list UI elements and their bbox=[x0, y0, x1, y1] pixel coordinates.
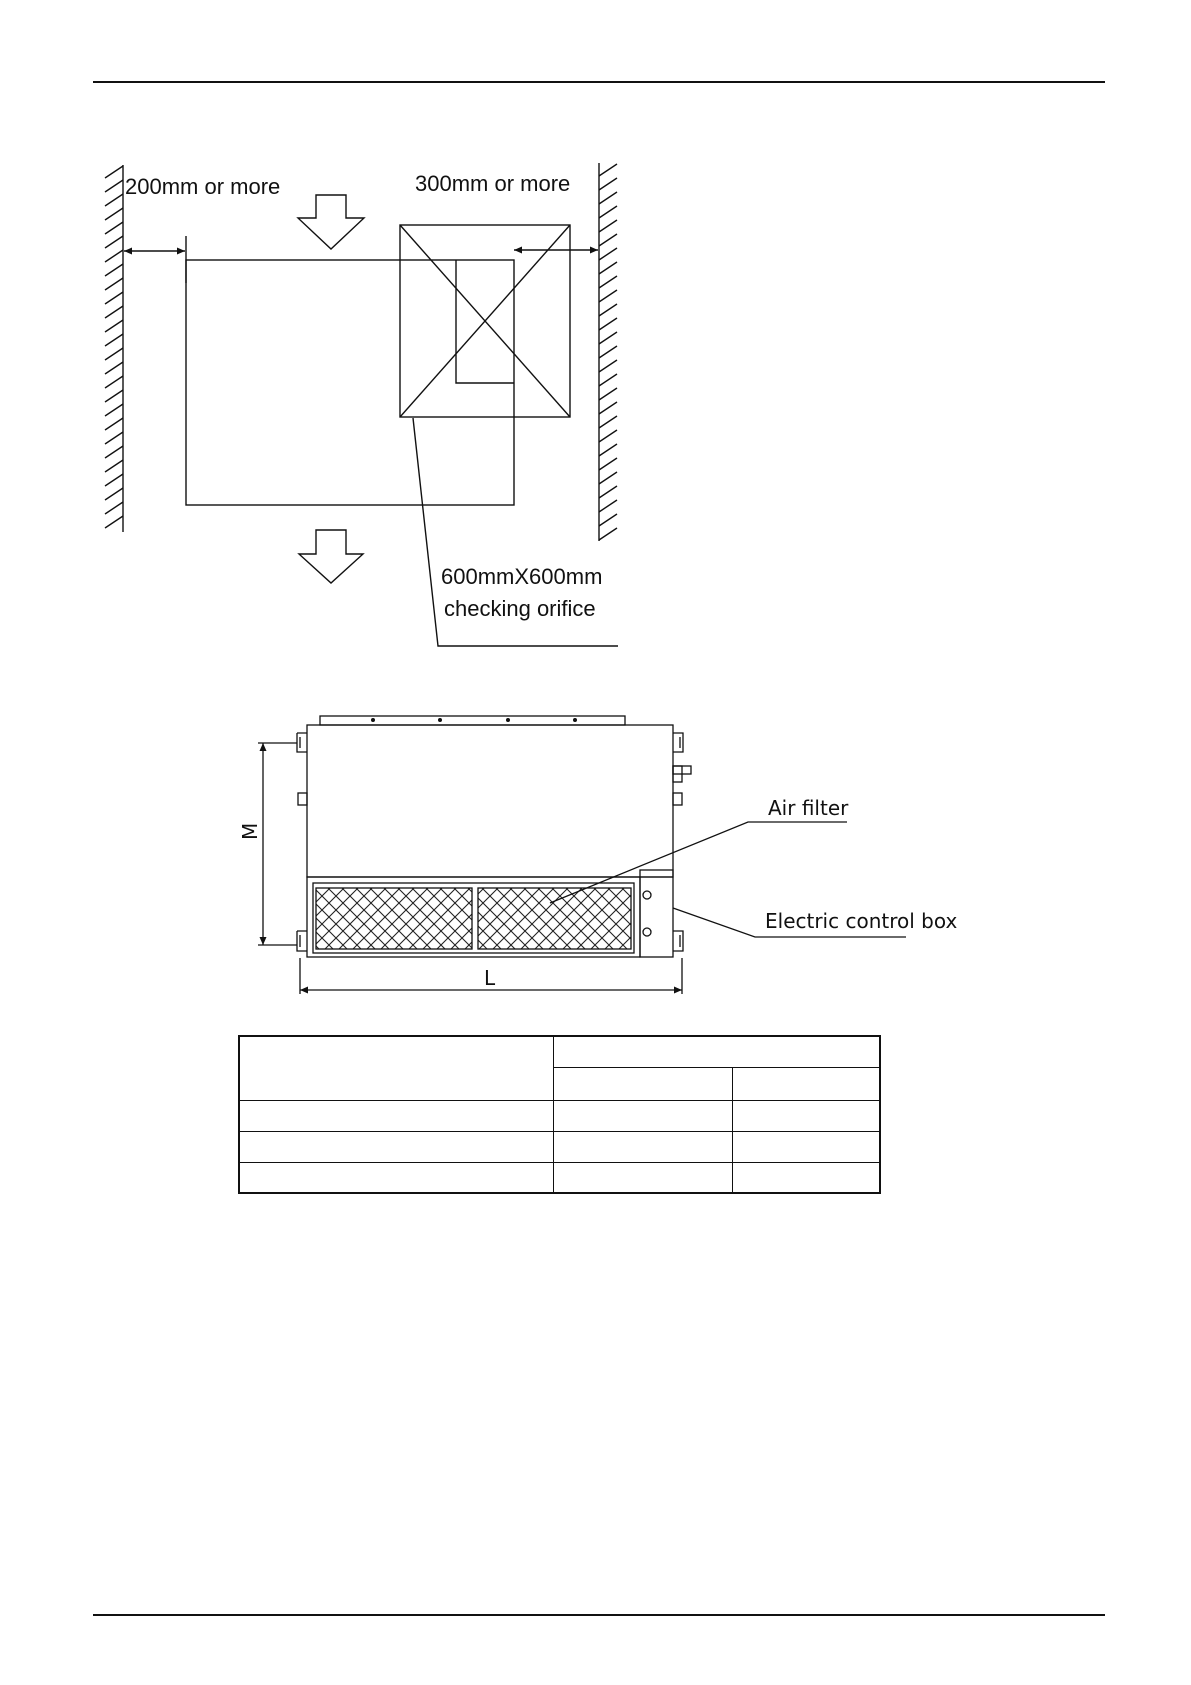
table-row bbox=[239, 1100, 880, 1131]
left-clearance-label: 200mm or more bbox=[125, 174, 281, 199]
table-cell bbox=[239, 1162, 554, 1193]
filter-panel-left bbox=[316, 888, 472, 949]
orifice-size-label: 600mmX600mm bbox=[441, 564, 603, 589]
table-cell bbox=[733, 1162, 881, 1193]
table-row bbox=[239, 1162, 880, 1193]
right-clearance-label: 300mm or more bbox=[415, 171, 571, 196]
dim-m-label: M bbox=[238, 822, 262, 840]
table-cell bbox=[554, 1131, 733, 1162]
air-filter-label: Air filter bbox=[768, 796, 849, 820]
table-cell bbox=[733, 1100, 881, 1131]
table-cell bbox=[554, 1100, 733, 1131]
table-cell bbox=[239, 1131, 554, 1162]
table-cell bbox=[239, 1100, 554, 1131]
top-flange bbox=[320, 716, 625, 725]
filter-panel-right bbox=[478, 888, 631, 949]
control-box-label: Electric control box bbox=[765, 909, 958, 933]
table-header-cell bbox=[733, 1067, 881, 1100]
orifice-name-label: checking orifice bbox=[444, 596, 596, 621]
bracket-bottom-right bbox=[673, 931, 683, 951]
table-row bbox=[239, 1131, 880, 1162]
table-header-cell bbox=[554, 1067, 733, 1100]
electric-control-box bbox=[640, 870, 673, 957]
bracket-top-right bbox=[673, 733, 683, 752]
dim-l-label: L bbox=[484, 966, 496, 990]
table-cell bbox=[733, 1131, 881, 1162]
dimension-table bbox=[238, 1035, 881, 1194]
bracket-bottom-left bbox=[297, 931, 307, 951]
footer-rule bbox=[93, 1614, 1105, 1616]
unit-body bbox=[307, 725, 673, 877]
table-cell bbox=[554, 1162, 733, 1193]
table-header-cell bbox=[239, 1036, 554, 1100]
bracket-top-left bbox=[297, 733, 307, 752]
table-header-cell bbox=[554, 1036, 881, 1067]
